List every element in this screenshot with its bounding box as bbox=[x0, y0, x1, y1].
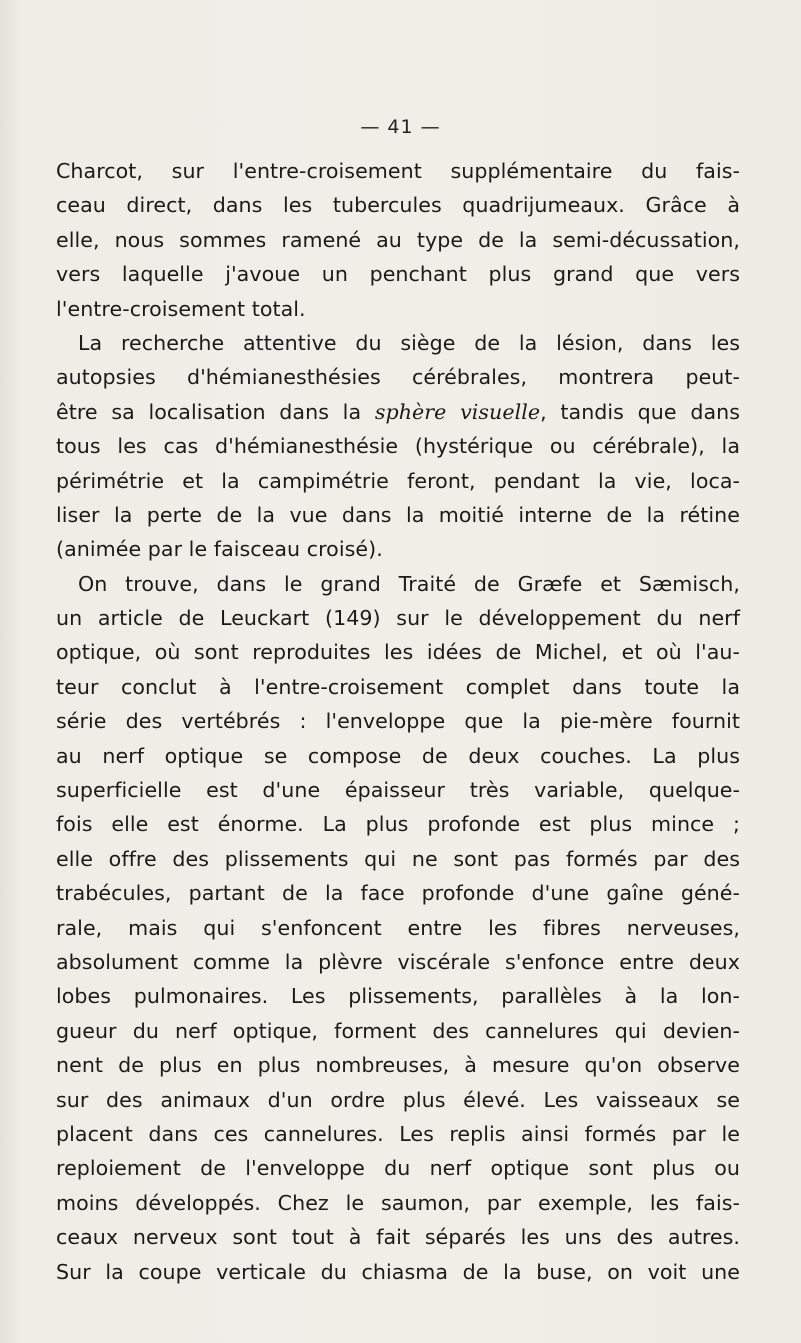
text-line bbox=[56, 395, 740, 429]
text-line: La recherche attentive du siège de la lésion, dans les bbox=[78, 330, 740, 355]
text-line: l'entre-croisement total. bbox=[56, 296, 306, 321]
text-line: sur des animaux d'un ordre plus élevé. Les vaisseaux se bbox=[56, 1087, 740, 1112]
text-line: autopsies d'hémianesthésies cérébrales, montrera peut- bbox=[56, 365, 740, 390]
text-line: fois elle est énorme. La plus profonde est plus mince ; bbox=[56, 812, 740, 837]
text-line: Sur la coupe verticale du chiasma de la buse, on voit une bbox=[56, 1259, 740, 1284]
text-line: un article de Leuckart (149) sur le développement du nerf bbox=[56, 606, 740, 631]
text-line: absolument comme la plèvre viscérale s'enfonce entre deux bbox=[56, 949, 740, 974]
text-line: reploiement de l'enveloppe du nerf optique sont plus ou bbox=[56, 1156, 740, 1181]
text-line: (animée par le faisceau croisé). bbox=[56, 537, 383, 562]
italic-phrase: sphère visuelle bbox=[374, 399, 541, 424]
text-line: lobes pulmonaires. Les plissements, parallèles à la lon- bbox=[56, 984, 740, 1009]
text-line: nent de plus en plus nombreuses, à mesure qu'on observe bbox=[56, 1053, 740, 1078]
text-line: ceau direct, dans les tubercules quadrijumeaux. Grâce à bbox=[56, 193, 740, 218]
text-segment: être sa localisation dans la bbox=[56, 399, 362, 424]
text-line: Charcot, sur l'entre-croisement supplémentaire du fais- bbox=[56, 159, 740, 183]
page-number-header: — 41 — bbox=[360, 116, 441, 138]
body-text bbox=[56, 154, 740, 1289]
text-segment: , tandis que dans bbox=[540, 399, 740, 424]
text-line: moins développés. Chez le saumon, par exemple, les fais- bbox=[56, 1190, 740, 1215]
text-line: optique, où sont reproduites les idées de Michel, et où l'au- bbox=[56, 640, 740, 665]
text-line: périmétrie et la campimétrie feront, pendant la vie, loca- bbox=[56, 468, 740, 493]
text-line: rale, mais qui s'enfoncent entre les fibres nerveuses, bbox=[56, 915, 740, 940]
text-line: On trouve, dans le grand Traité de Græfe et Sæmisch, bbox=[78, 571, 740, 596]
text-line: ceaux nerveux sont tout à fait séparés les uns des autres. bbox=[56, 1225, 740, 1250]
text-line: tous les cas d'hémianesthésie (hystérique ou cérébrale), la bbox=[56, 434, 740, 459]
text-line: teur conclut à l'entre-croisement complet dans toute la bbox=[56, 674, 740, 699]
text-line: vers laquelle j'avoue un penchant plus grand que vers bbox=[56, 262, 740, 287]
text-line: gueur du nerf optique, forment des cannelures qui devien- bbox=[56, 1018, 740, 1043]
text-line: liser la perte de la vue dans la moitié interne de la rétine bbox=[56, 502, 740, 527]
text-line: au nerf optique se compose de deux couches. La plus bbox=[56, 743, 740, 768]
text-line: trabécules, partant de la face profonde d'une gaîne géné- bbox=[56, 881, 740, 906]
text-line: elle, nous sommes ramené au type de la semi-décussation, bbox=[56, 227, 740, 252]
text-line: série des vertébrés : l'enveloppe que la pie-mère fournit bbox=[56, 709, 740, 734]
text-line: elle offre des plissements qui ne sont pas formés par des bbox=[56, 846, 740, 871]
text-line: placent dans ces cannelures. Les replis ainsi formés par le bbox=[56, 1121, 740, 1146]
text-line: superficielle est d'une épaisseur très variable, quelque- bbox=[56, 778, 740, 803]
